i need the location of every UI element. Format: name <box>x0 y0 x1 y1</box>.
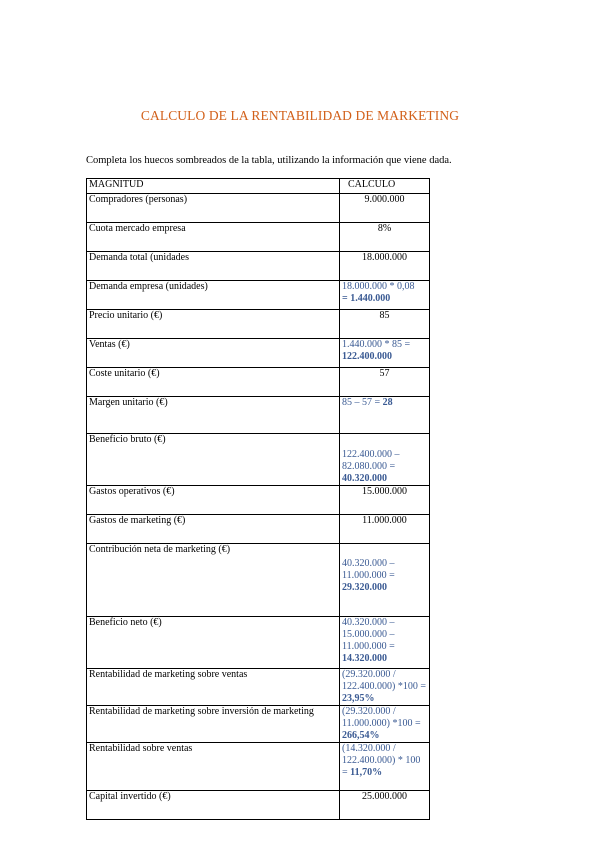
calc-expression: 122.400.000 – 82.080.000 = <box>342 449 400 472</box>
table-row <box>87 397 430 434</box>
row-label: Beneficio bruto (€) <box>87 434 340 486</box>
row-label: Cuota mercado empresa <box>87 223 340 252</box>
table-row <box>87 617 430 669</box>
row-calculation <box>340 339 430 368</box>
calc-expression: (29.320.000 / 11.000.000) *100 = <box>342 706 421 729</box>
row-label: Beneficio neto (€) <box>87 617 340 669</box>
row-calculation <box>340 617 430 669</box>
table-row <box>87 281 430 310</box>
row-value: 15.000.000 <box>340 486 430 515</box>
row-label: Rentabilidad sobre ventas <box>87 743 340 791</box>
row-label: Rentabilidad de marketing sobre ventas <box>87 669 340 706</box>
row-value: 85 <box>340 310 430 339</box>
row-calculation <box>340 743 430 791</box>
row-value: 57 <box>340 368 430 397</box>
row-label: Coste unitario (€) <box>87 368 340 397</box>
row-label: Ventas (€) <box>87 339 340 368</box>
row-calculation <box>340 397 430 434</box>
table-row <box>87 669 430 706</box>
calc-expression: 18.000.000 * 0,08 <box>342 281 415 292</box>
row-value: 11.000.000 <box>340 515 430 544</box>
calc-expression: 40.320.000 – 15.000.000 – 11.000.000 = <box>342 617 395 652</box>
calc-result: 14.320.000 <box>342 653 387 664</box>
instructions-text: Completa los huecos sombreados de la tabla, utilizando la información que viene dada. <box>86 155 452 166</box>
calc-result: 29.320.000 <box>342 582 387 593</box>
document-title: CALCULO DE LA RENTABILIDAD DE MARKETING <box>140 108 460 123</box>
header-magnitud: MAGNITUD <box>87 179 340 194</box>
calc-expression: (29.320.000 / 122.400.000) *100 = <box>342 669 426 692</box>
row-label: Capital invertido (€) <box>87 791 340 820</box>
table-row <box>87 339 430 368</box>
row-label: Gastos de marketing (€) <box>87 515 340 544</box>
calc-expression: 85 – 57 = <box>342 397 381 408</box>
table-row <box>87 434 430 486</box>
row-value: 9.000.000 <box>340 194 430 223</box>
calc-result: = 1.440.000 <box>342 293 391 304</box>
table-header-row <box>87 179 430 194</box>
row-value: 18.000.000 <box>340 252 430 281</box>
table-row <box>87 310 430 339</box>
table-row <box>87 515 430 544</box>
row-calculation <box>340 669 430 706</box>
row-label: Compradores (personas) <box>87 194 340 223</box>
marketing-calculation-table <box>86 178 430 820</box>
calc-expression: 40.320.000 – 11.000.000 = <box>342 558 395 581</box>
table-row <box>87 743 430 791</box>
row-value: 8% <box>340 223 430 252</box>
row-label: Contribución neta de marketing (€) <box>87 544 340 617</box>
table-row <box>87 368 430 397</box>
calc-result: 23,95% <box>342 693 375 704</box>
row-label: Precio unitario (€) <box>87 310 340 339</box>
calc-result: 266,54% <box>342 730 380 741</box>
row-label: Gastos operativos (€) <box>87 486 340 515</box>
row-label: Rentabilidad de marketing sobre inversión de marketing <box>87 706 340 743</box>
calc-expression: (14.320.000 / 122.400.000) * 100 = <box>342 743 421 778</box>
row-label: Demanda empresa (unidades) <box>87 281 340 310</box>
table-row <box>87 706 430 743</box>
table-row <box>87 486 430 515</box>
row-calculation <box>340 706 430 743</box>
table-row <box>87 223 430 252</box>
row-calculation <box>340 544 430 617</box>
table-row <box>87 252 430 281</box>
calc-expression: 1.440.000 * 85 = <box>342 339 411 350</box>
calc-result: 40.320.000 <box>342 473 387 484</box>
row-value: 25.000.000 <box>340 791 430 820</box>
table-row <box>87 791 430 820</box>
row-label: Margen unitario (€) <box>87 397 340 434</box>
table-row <box>87 544 430 617</box>
row-calculation <box>340 281 430 310</box>
calc-result: 28 <box>382 397 393 408</box>
calc-result: 122.400.000 <box>342 351 392 362</box>
table-row <box>87 194 430 223</box>
header-calculo: CALCULO <box>340 179 430 194</box>
row-label: Demanda total (unidades <box>87 252 340 281</box>
calc-result: 11,70% <box>350 767 383 778</box>
row-calculation <box>340 434 430 486</box>
